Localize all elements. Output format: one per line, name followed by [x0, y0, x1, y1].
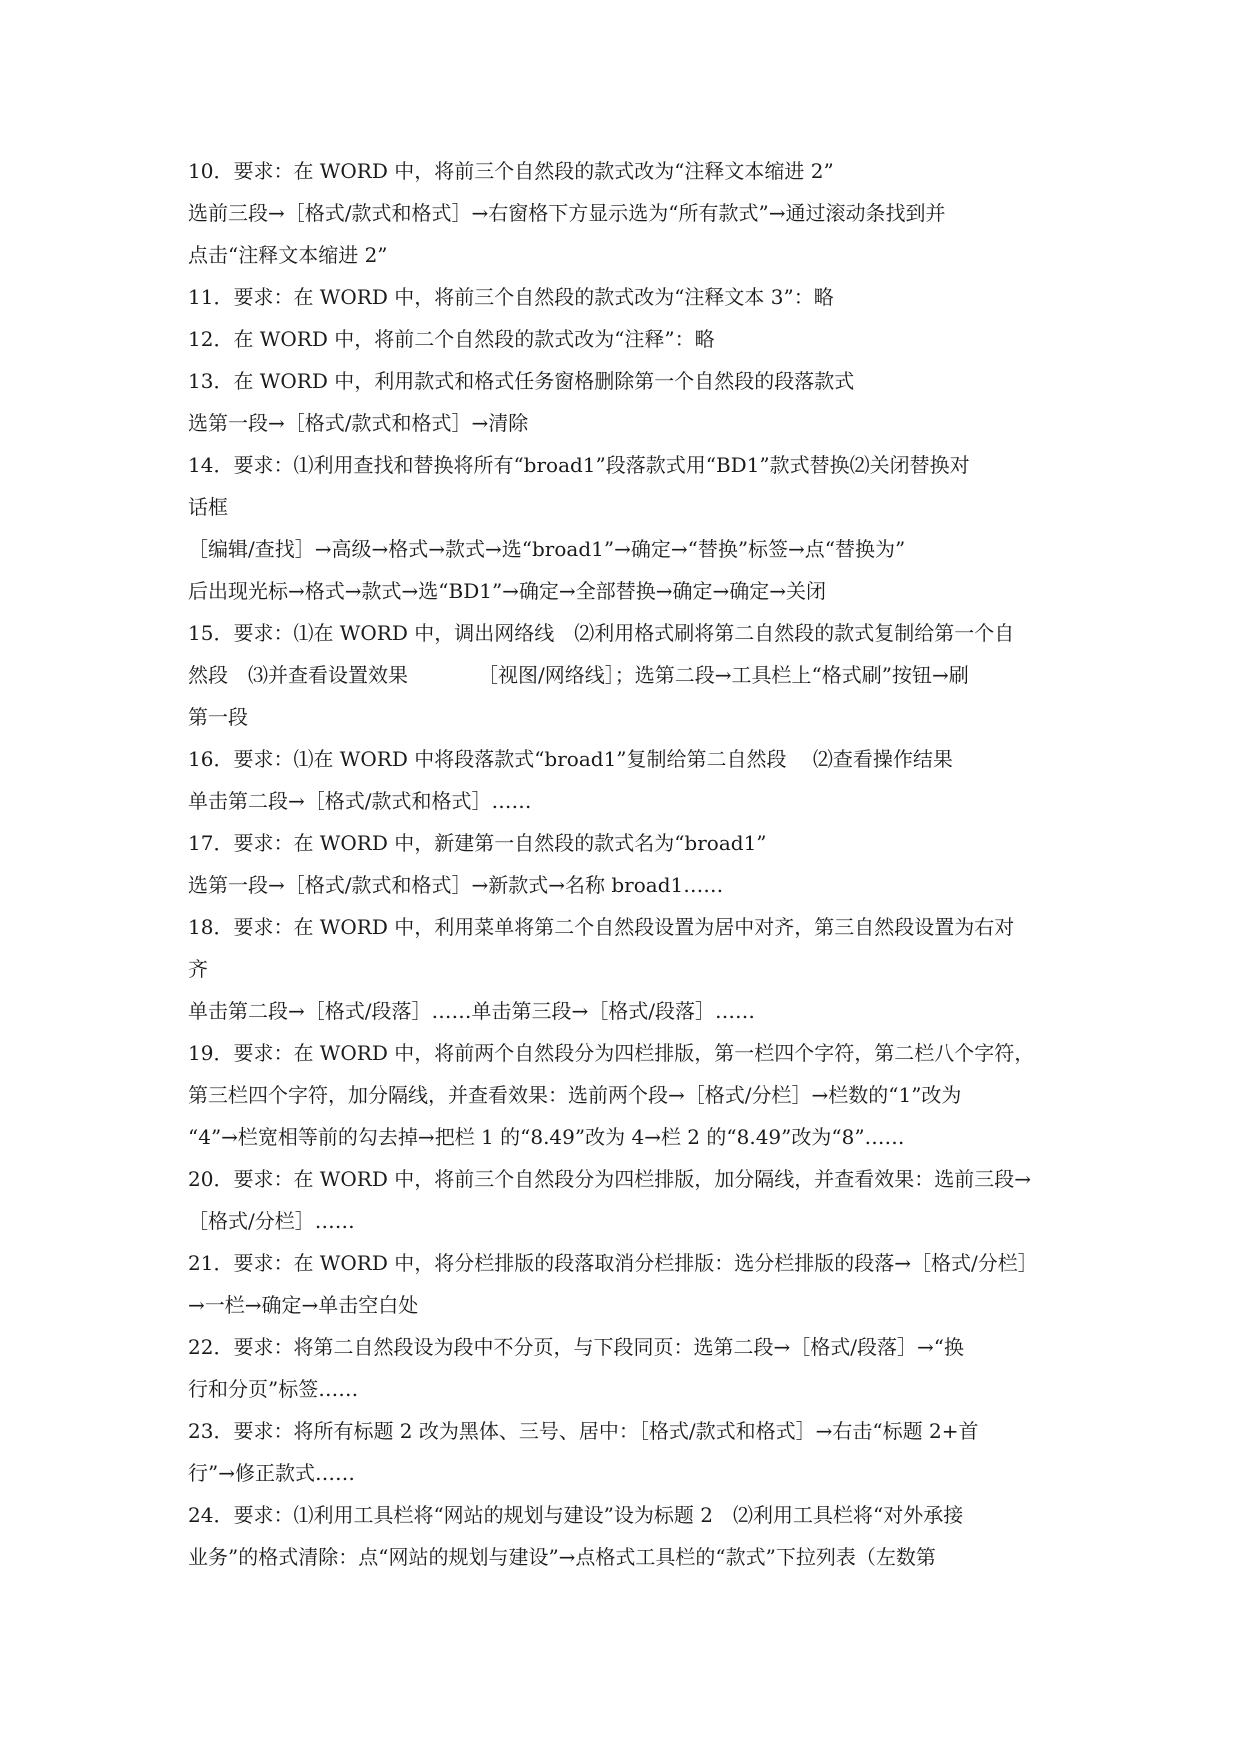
text-line: 齐: [188, 957, 208, 981]
text-line: 20．要求：在 WORD 中，将前三个自然段分为四栏排版，加分隔线，并查看效果：选前三段→: [188, 1167, 1031, 1191]
document-body: [188, 150, 1068, 1578]
text-line: ［格式/分栏］……: [188, 1209, 355, 1233]
text-line: 单击第二段→［格式/段落］……单击第三段→［格式/段落］……: [188, 999, 755, 1023]
text-line: 单击第二段→［格式/款式和格式］……: [188, 789, 532, 813]
text-line: 12．在 WORD 中，将前二个自然段的款式改为“注释”：略: [188, 327, 715, 351]
text-line: 行和分页”标签……: [188, 1377, 359, 1401]
text-line: 24．要求：⑴利用工具栏将“网站的规划与建设”设为标题 2 ⑵利用工具栏将“对外承接: [188, 1503, 964, 1527]
text-line: 业务”的格式清除：点“网站的规划与建设”→点格式工具栏的“款式”下拉列表（左数第: [188, 1545, 936, 1569]
text-line: 第一段: [188, 705, 248, 729]
text-line: 16．要求：⑴在 WORD 中将段落款式“broad1”复制给第二自然段 ⑵查看操作结果: [188, 747, 953, 771]
text-line: 然段 ⑶并查看设置效果 ［视图/网络线］；选第二段→工具栏上“格式刷”按钮→刷: [188, 663, 969, 687]
text-line: →一栏→确定→单击空白处: [188, 1293, 419, 1317]
text-line: 13．在 WORD 中，利用款式和格式任务窗格删除第一个自然段的段落款式: [188, 369, 855, 393]
text-line: 11．要求：在 WORD 中，将前三个自然段的款式改为“注释文本 3”：略: [188, 285, 834, 309]
text-line: 点击“注释文本缩进 2”: [188, 243, 388, 267]
text-line: 17．要求：在 WORD 中，新建第一自然段的款式名为“broad1”: [188, 831, 767, 855]
text-line: 23．要求：将所有标题 2 改为黑体、三号、居中：［格式/款式和格式］→右击“标题 2+首: [188, 1419, 979, 1443]
text-line: 话框: [188, 495, 228, 519]
text-line: ［编辑/查找］→高级→格式→款式→选“broad1”→确定→“替换”标签→点“替换为”: [188, 537, 906, 561]
text-line: 22．要求：将第二自然段设为段中不分页，与下段同页：选第二段→［格式/段落］→“换: [188, 1335, 964, 1359]
text-line: 14．要求：⑴利用查找和替换将所有“broad1”段落款式用“BD1”款式替换⑵关闭替换对: [188, 453, 970, 477]
text-line: 18．要求：在 WORD 中，利用菜单将第二个自然段设置为居中对齐，第三自然段设置为右对: [188, 915, 1015, 939]
text-line: 21．要求：在 WORD 中，将分栏排版的段落取消分栏排版：选分栏排版的段落→［格式/分栏］: [188, 1251, 1038, 1275]
text-line: 选第一段→［格式/款式和格式］→清除: [188, 411, 529, 435]
text-line: 后出现光标→格式→款式→选“BD1”→确定→全部替换→确定→确定→关闭: [188, 579, 826, 603]
text-line: 10．要求：在 WORD 中，将前三个自然段的款式改为“注释文本缩进 2”: [188, 159, 834, 183]
text-line: “4”→栏宽相等前的勾去掉→把栏 1 的“8.49”改为 4→栏 2 的“8.49”改为“8”……: [188, 1125, 905, 1149]
text-line: 19．要求：在 WORD 中，将前两个自然段分为四栏排版，第一栏四个字符，第二栏八个字符，: [188, 1041, 1035, 1065]
text-line: 行”→修正款式……: [188, 1461, 355, 1485]
text-line: 第三栏四个字符，加分隔线，并查看效果：选前两个段→［格式/分栏］→栏数的“1”改为: [188, 1083, 962, 1107]
text-line: 15．要求：⑴在 WORD 中，调出网络线 ⑵利用格式刷将第二自然段的款式复制给第一个自: [188, 621, 1015, 645]
text-line: 选第一段→［格式/款式和格式］→新款式→名称 broad1……: [188, 873, 724, 897]
text-line: 选前三段→［格式/款式和格式］→右窗格下方显示选为“所有款式”→通过滚动条找到并: [188, 201, 946, 225]
